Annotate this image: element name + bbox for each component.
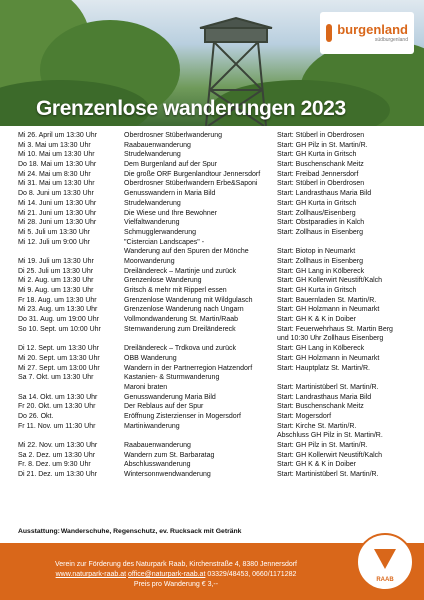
hike-start: Start: Zollhaus in Eisenberg <box>277 228 363 236</box>
hike-date: Mi 20. Sept. um 13:30 Uhr <box>18 354 100 362</box>
schedule-row <box>0 451 424 461</box>
footer-address: Verein zur Förderung des Naturpark Raab, Kirchenstraße 4, 8380 Jennersdorf <box>54 561 298 568</box>
hike-date: Mi 22. Nov. um 13:30 Uhr <box>18 442 98 449</box>
schedule-row <box>0 131 424 141</box>
schedule-row <box>0 228 424 238</box>
hike-title: Grenzenlose Wanderung mit Wildgulasch <box>124 296 253 304</box>
hike-date: Mi 14. Juni um 13:30 Uhr <box>18 199 97 207</box>
website-link[interactable]: www.naturpark-raab.at <box>55 571 127 578</box>
hike-title: Martiniwanderung <box>124 422 180 430</box>
schedule-row <box>0 267 424 277</box>
hike-schedule-list <box>0 131 424 480</box>
schedule-row <box>0 189 424 199</box>
schedule-row <box>0 276 424 286</box>
hike-date: Mi 31. Mai um 13:30 Uhr <box>18 180 95 188</box>
hike-date: Mi 26. April um 13:30 Uhr <box>18 132 97 139</box>
hike-date: Mi 19. Juli um 13:30 Uhr <box>18 257 94 265</box>
hike-start: Start: Biotop in Neumarkt <box>277 248 356 256</box>
schedule-row <box>0 470 424 480</box>
hike-title: Moorwanderung <box>124 257 175 265</box>
hike-date: Fr. 8. Dez. um 9:30 Uhr <box>18 461 91 469</box>
hike-title: Dreiländereck – Trdkova und zurück <box>124 345 237 353</box>
hike-start: Start: GH Holzmann in Neumarkt <box>277 306 380 314</box>
hike-title: Eröffnung Zisterzienser in Mogersdorf <box>124 412 241 420</box>
hike-date: Do 8. Juni um 13:30 Uhr <box>18 190 94 198</box>
hike-title: Grenzenlose Wanderung nach Ungarn <box>124 306 244 314</box>
hike-title: Wandern in der Partnerregion Hatzendorf <box>124 364 253 372</box>
hike-title: Strudelwanderung <box>124 199 181 207</box>
hike-start: Start: Obstparadies in Kalch <box>277 219 365 227</box>
hike-start: Start: GH Pilz in St. Martin/R. <box>277 442 368 449</box>
hike-title: Wandern zum St. Barbaratag <box>124 451 215 459</box>
hike-date: Do 18. Mai um 13:30 Uhr <box>18 161 97 169</box>
hike-start: und 10:30 Uhr Zollhaus Eisenberg <box>277 335 384 343</box>
hike-title: Vollmondwanderung St. Martin/Raab <box>124 316 239 324</box>
footer-price: Preis pro Wanderung € 3,-- <box>133 581 219 588</box>
hike-date: Di 21. Dez. um 13:30 Uhr <box>18 471 97 479</box>
schedule-row <box>0 238 424 248</box>
schedule-row <box>0 286 424 296</box>
hike-title: Wanderung auf den Spuren der Mönche <box>124 248 249 256</box>
hike-date: Do 26. Okt. <box>18 412 54 420</box>
hike-start: Start: GH Kurta in Gritsch <box>277 199 357 207</box>
hike-start: Start: GH Lang in Kölbereck <box>277 267 365 275</box>
schedule-row <box>0 150 424 160</box>
hike-title: Abschlusswanderung <box>124 461 191 469</box>
hike-date: Mi 5. Juli um 13:30 Uhr <box>18 228 90 236</box>
hike-title: Sternwanderung zum Dreiländereck <box>124 325 236 333</box>
hike-title: Raabauenwanderung <box>124 442 191 449</box>
hike-start: Start: Stüberl in Oberdrosen <box>277 132 365 139</box>
hike-date: Mi 24. Mai um 8:30 Uhr <box>18 170 91 178</box>
hike-date: Mi 9. Aug. um 13:30 Uhr <box>18 287 94 294</box>
naturpark-badge <box>356 533 414 591</box>
hike-title: Oberdrosner Stüberlwandern Erbe&Saponi <box>124 180 258 188</box>
hike-start: Start: Kirche St. Martin/R. <box>277 422 357 430</box>
schedule-row <box>0 364 424 374</box>
equipment-note <box>18 528 241 535</box>
hike-start: Start: Freibad Jennersdorf <box>277 170 359 178</box>
phone-numbers: 03329/48453, 0660/1171282 <box>207 571 297 578</box>
footer-band <box>0 543 424 600</box>
schedule-row <box>0 170 424 180</box>
hike-title: Kastanien- & Sturmwanderung <box>124 374 220 382</box>
badge-label: RAAB <box>376 577 394 583</box>
hike-start: Start: Hauptplatz St. Martin/R. <box>277 364 370 372</box>
schedule-row <box>0 383 424 393</box>
schedule-row <box>0 422 424 432</box>
schedule-row <box>0 373 424 383</box>
hike-title: Raabauenwanderung <box>124 141 191 149</box>
hike-title: Die Wiese und Ihre Bewohner <box>124 209 217 217</box>
hike-date: Sa 14. Okt. um 13:30 Uhr <box>18 393 98 401</box>
hike-start: Start: Mogersdorf <box>277 412 332 420</box>
schedule-row <box>0 412 424 422</box>
page-title: Grenzenlose wanderungen 2023 <box>36 97 346 120</box>
equipment-label: Ausstattung: <box>18 528 60 535</box>
hike-start: Start: Martinistüberl St. Martin/R. <box>277 471 379 479</box>
hike-start: Start: GH Pilz in St. Martin/R. <box>277 141 368 149</box>
hike-start: Start: GH Kurta in Gritsch <box>277 287 357 294</box>
hike-title: Genusswandern in Maria Bild <box>124 190 216 198</box>
burgenland-logo-icon <box>326 24 332 42</box>
hike-start: Start: Bauernladen St. Martin/R. <box>277 296 377 304</box>
hike-date: So 10. Sept. um 10:00 Uhr <box>18 325 101 333</box>
hike-start: Start: Buschenschank Meitz <box>277 161 364 169</box>
hike-start: Start: GH Lang in Kölbereck <box>277 345 365 353</box>
schedule-row <box>0 431 424 441</box>
email-link[interactable]: office@naturpark-raab.at <box>127 571 206 578</box>
schedule-row <box>0 218 424 228</box>
schedule-row <box>0 179 424 189</box>
hike-title: Der Reblaus auf der Spur <box>124 403 204 411</box>
hike-title: Dem Burgenland auf der Spur <box>124 161 217 169</box>
hike-start: Start: GH Holzmann in Neumarkt <box>277 354 380 362</box>
hike-title: Gritsch & mehr mit Ripperl essen <box>124 287 227 294</box>
hike-date: Mi 21. Juni um 13:30 Uhr <box>18 209 97 217</box>
hike-date: Mi 3. Mai um 13:30 Uhr <box>18 141 91 149</box>
schedule-row <box>0 325 424 335</box>
hike-title: "Cistercian Landscapes" - <box>124 238 205 246</box>
schedule-row <box>0 393 424 403</box>
hike-date: Mi 27. Sept. um 13:00 Uhr <box>18 364 100 372</box>
hike-title: Grenzenlose Wanderung <box>124 277 202 285</box>
schedule-row <box>0 441 424 451</box>
schedule-row <box>0 344 424 354</box>
hike-start: Start: Stüberl in Oberdrosen <box>277 180 365 188</box>
hike-date: Fr 20. Okt. um 13:30 Uhr <box>18 403 96 411</box>
hike-date: Do 31. Aug. um 19:00 Uhr <box>18 316 99 324</box>
schedule-row <box>0 141 424 151</box>
hike-start: Start: Feuerwehrhaus St. Martin Berg <box>277 325 393 333</box>
equipment-text: Wanderschuhe, Regenschutz, ev. Rucksack mit Getränk <box>60 528 242 535</box>
hike-title: Die große ORF Burgenlandtour Jennersdorf <box>124 170 261 178</box>
hike-start: Start: GH K & K in Doiber <box>277 316 356 324</box>
footer-contact <box>0 571 352 578</box>
hike-start: Start: Zollhaus/Eisenberg <box>277 209 356 217</box>
hike-start: Start: Landrasthaus Maria Bild <box>277 190 372 198</box>
hike-date: Mi 12. Juli um 9:00 Uhr <box>18 238 90 246</box>
schedule-row <box>0 334 424 344</box>
hike-date: Sa 2. Dez. um 13:30 Uhr <box>18 451 96 459</box>
hike-date: Mi 10. Mai um 13:30 Uhr <box>18 151 95 159</box>
hike-start: Start: GH Kurta in Gritsch <box>277 151 357 159</box>
hike-title: Wintersonnwendwanderung <box>124 471 211 479</box>
schedule-row <box>0 315 424 325</box>
hike-start: Start: Zollhaus in Eisenberg <box>277 257 363 265</box>
schedule-row <box>0 460 424 470</box>
hike-date: Fr 11. Nov. um 11:30 Uhr <box>18 422 96 430</box>
hike-title: Schmugglerwanderung <box>124 228 196 236</box>
schedule-row <box>0 247 424 257</box>
hike-date: Mi 2. Aug. um 13:30 Uhr <box>18 277 94 285</box>
hike-title: Dreiländereck – Martinje und zurück <box>124 267 237 275</box>
hike-start: Start: Buschenschank Meitz <box>277 403 364 411</box>
hike-title: ÖBB Wanderung <box>124 354 177 362</box>
hike-start: Start: GH Kollerwirt Neustift/Kalch <box>277 451 383 459</box>
hike-title: Vielfaltwanderung <box>124 219 180 227</box>
schedule-row <box>0 160 424 170</box>
schedule-row <box>0 305 424 315</box>
hike-date: Mi 23. Aug. um 13:30 Uhr <box>18 306 98 314</box>
header-photo <box>0 0 424 126</box>
hike-date: Mi 28. Juni um 13:30 Uhr <box>18 219 97 227</box>
hike-start: Start: Martinistüberl St. Martin/R. <box>277 383 379 391</box>
schedule-row <box>0 257 424 267</box>
schedule-row <box>0 209 424 219</box>
logo-subtitle: südburgenland <box>374 37 408 43</box>
burgenland-logo <box>320 12 414 54</box>
hike-start: Start: GH K & K in Doiber <box>277 461 356 469</box>
hike-title: Oberdrosner Stüberlwanderung <box>124 132 223 139</box>
logo-name: burgenland <box>337 22 408 37</box>
hike-date: Sa 7. Okt. um 13:30 Uhr <box>18 374 94 382</box>
hike-start: Start: Landrasthaus Maria Bild <box>277 393 372 401</box>
hike-title: Genusswanderung Maria Bild <box>124 393 216 401</box>
schedule-row <box>0 199 424 209</box>
schedule-row <box>0 402 424 412</box>
hike-date: Fr 18. Aug. um 13:30 Uhr <box>18 296 97 304</box>
schedule-row <box>0 354 424 364</box>
hike-date: Di 25. Juli um 13:30 Uhr <box>18 267 94 275</box>
hike-start: Abschluss GH Pilz in St. Martin/R. <box>277 432 383 440</box>
hike-start: Start: GH Kollerwirt Neustift/Kalch <box>277 277 383 285</box>
schedule-row <box>0 296 424 306</box>
hike-title: Maroni braten <box>124 383 168 391</box>
hike-title: Strudelwanderung <box>124 151 181 159</box>
hike-date: Di 12. Sept. um 13:30 Uhr <box>18 345 99 353</box>
